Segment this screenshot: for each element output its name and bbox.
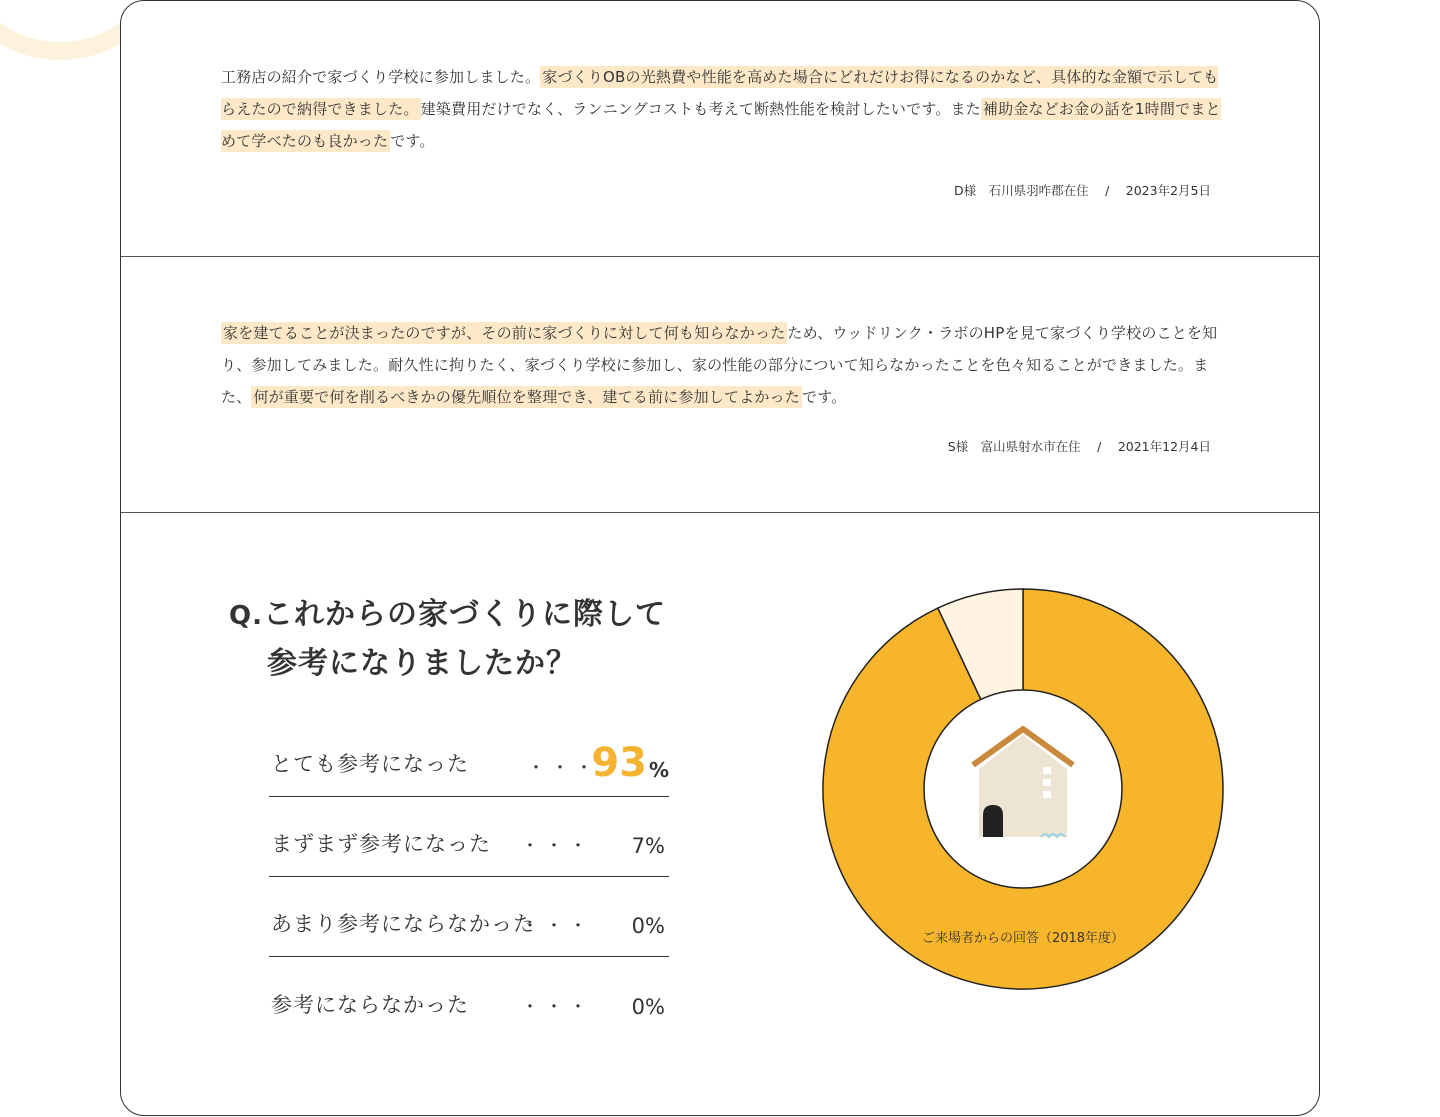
meta-separator: / [1097, 439, 1102, 454]
answer-value: 0% [631, 995, 665, 1019]
meta-separator: / [1105, 183, 1110, 198]
answer-row [269, 957, 669, 1037]
donut-chart [821, 587, 1225, 991]
answer-label: 参考にならなかった [271, 993, 469, 1017]
answer-list [269, 733, 669, 1037]
answer-label: あまり参考にならなかった [271, 912, 535, 936]
review-date: 2021年12月4日 [1117, 439, 1211, 454]
answer-row [269, 733, 669, 797]
review-highlight: 家を建てることが決まったのですが、その前に家づくりに対して何も知らなかった [223, 324, 786, 342]
review-text-segment: です。 [802, 388, 847, 406]
answer-dots: ・・・ [521, 836, 593, 857]
answer-dots: ・・・ [521, 997, 593, 1018]
review-text-segment: ため、ウッドリンク・ラボのHPを見て家づくり学校のことを知り、参加してみました。耐久性に拘りたく、家づくり学校に参加し、家の性能の部分について知らなかったことを色々知ることができました。また、 [221, 324, 1218, 406]
review-item [121, 257, 1319, 513]
review-date: 2023年2月5日 [1125, 183, 1211, 198]
chart-caption: ご来場者からの回答（2018年度） [921, 931, 1125, 946]
question-title [229, 591, 666, 688]
survey-section [121, 513, 1319, 1116]
answer-label: とても参考になった [271, 752, 469, 776]
answer-row [269, 797, 669, 877]
review-highlight: 家づくりOBの光熱費や性能を高めた場合にどれだけお得になるのかなど、具体的な金額で示してもらえたので納得できました。 [221, 68, 1219, 118]
review-highlight: 何が重要で何を削るべきかの優先順位を整理でき、建てる前に参加してよかった [253, 388, 801, 406]
review-author: D様 石川県羽咋郡在住 [953, 183, 1089, 198]
answer-dots: ・・・ [521, 916, 593, 937]
answer-dots: ・・・ [527, 758, 599, 779]
review-author: S様 富山県射水市在住 [947, 439, 1081, 454]
review-meta [948, 437, 1211, 455]
answer-value: 0% [631, 914, 665, 938]
review-text-segment: です。 [390, 132, 435, 150]
answer-label: まずまず参考になった [271, 832, 491, 856]
review-text-segment: 工務店の紹介で家づくり学校に参加しました。 [221, 68, 541, 86]
review-item [121, 1, 1319, 257]
question-mark: Q. [229, 601, 263, 631]
answer-value: 7% [631, 834, 665, 858]
answer-value: 93 [591, 740, 647, 786]
answer-unit: % [648, 758, 669, 782]
review-meta [954, 181, 1211, 199]
review-text [221, 61, 1221, 157]
content-card [120, 0, 1320, 1116]
answer-row [269, 877, 669, 957]
review-text-segment: 建築費用だけでなく、ランニングコストも考えて断熱性能を検討したいです。また [420, 100, 981, 118]
review-text [221, 317, 1221, 413]
review-highlight: 補助金などお金の話を1時間でまとめて学べたのも良かった [221, 100, 1221, 150]
question-line-1: これからの家づくりに際して [262, 597, 666, 632]
question-line-2: 参考になりましたか？ [267, 646, 577, 681]
